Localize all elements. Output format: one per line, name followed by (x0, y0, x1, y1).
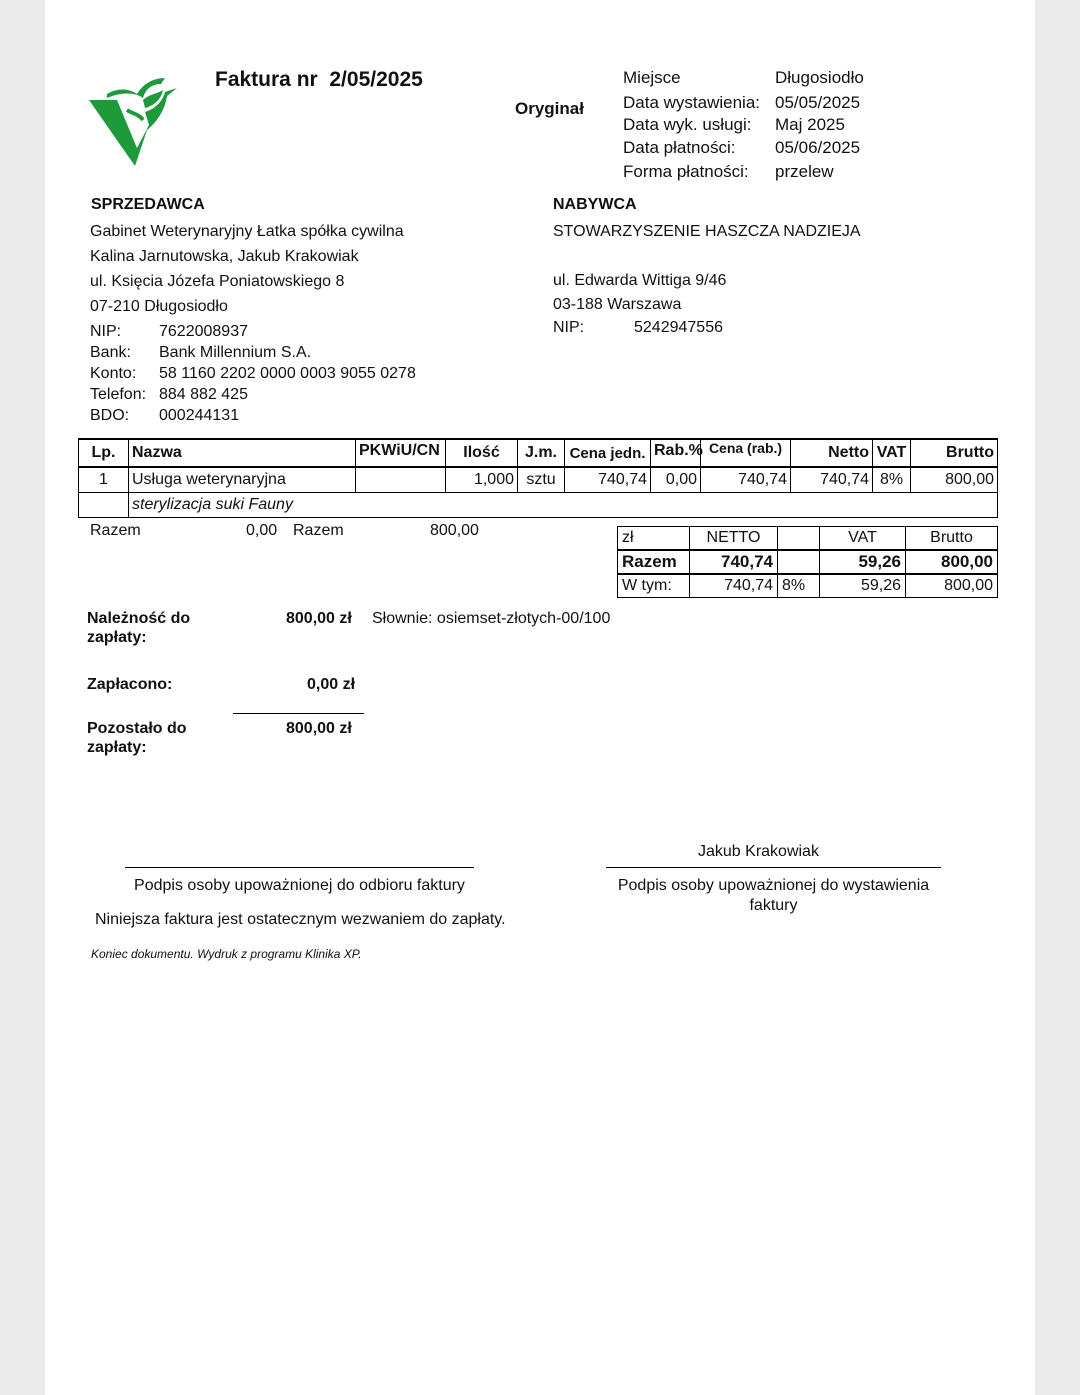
due-label-1: Należność do (87, 610, 191, 627)
summary-total-brutto: 800,00 (906, 550, 998, 574)
invoice-page (45, 0, 1035, 1395)
cell-ilosc: 1,000 (446, 467, 518, 493)
summary-total-label: Razem (618, 550, 690, 574)
seller-name: Gabinet Weterynaryjny Łatka spółka cywilna (90, 223, 404, 240)
col-header: Rab.% (651, 439, 701, 467)
receiver-signature-caption: Podpis osoby upoważnionej do odbioru faktury (134, 877, 465, 894)
summary-total-rate (778, 550, 820, 574)
col-header: Ilość (446, 439, 518, 467)
summary-header-row (618, 527, 998, 551)
summary-header: NETTO (690, 527, 778, 551)
col-header: Cena jedn. (565, 439, 651, 467)
due-label-2: zapłaty: (87, 629, 147, 646)
summary-total-netto: 740,74 (690, 550, 778, 574)
copy-type: Oryginał (515, 99, 584, 118)
meta-value: 05/06/2025 (775, 138, 861, 157)
col-header: Nazwa (129, 439, 356, 467)
seller-field-label: Konto: (90, 365, 137, 382)
amount-in-words: Słownie: osiemset-złotych-00/100 (372, 610, 611, 627)
cell-netto: 740,74 (791, 467, 873, 493)
meta-label: Data płatności: (623, 138, 736, 157)
seller-street: ul. Księcia Józefa Poniatowskiego 8 (90, 273, 345, 290)
summary-header: VAT (820, 527, 906, 551)
cell-nazwa: Usługa weterynaryjna (129, 467, 356, 493)
seller-city: 07-210 Długosiodło (90, 298, 228, 315)
receiver-signature-line (125, 867, 474, 868)
col-header: PKWiU/CN (356, 439, 446, 467)
summary-breakdown-vat: 59,26 (820, 574, 906, 598)
col-header: VAT (873, 439, 911, 467)
col-header: J.m. (518, 439, 565, 467)
col-header: Lp. (79, 439, 129, 467)
meta-label: Data wyk. usługi: (623, 115, 752, 134)
table-note-row (79, 493, 998, 518)
issuer-signature-line (606, 867, 941, 868)
seller-field-label: Telefon: (90, 386, 147, 403)
col-header: Netto (791, 439, 873, 467)
subtotal-value: 800,00 (430, 522, 479, 539)
seller-field-label: BDO: (90, 407, 130, 424)
cell-rabat: 0,00 (651, 467, 701, 493)
seller-field-value: 58 1160 2202 0000 0003 9055 0278 (159, 365, 416, 382)
meta-value: Długosiodło (775, 68, 864, 87)
buyer-name: STOWARZYSZENIE HASZCZA NADZIEJA (553, 223, 861, 240)
subtotal-value: 0,00 (246, 522, 278, 539)
vat-summary-table (617, 526, 998, 598)
title-prefix: Faktura nr (215, 68, 318, 91)
summary-header: zł (618, 527, 690, 551)
remaining-label-2: zapłaty: (87, 739, 147, 756)
subtotal-label: Razem (90, 522, 141, 539)
seller-field-value: 000244131 (159, 407, 240, 424)
invoice-title (215, 68, 423, 92)
seller-heading: SPRZEDAWCA (91, 196, 205, 213)
paid-value: 0,00 zł (307, 676, 356, 693)
seller-field-value: 884 882 425 (159, 386, 248, 403)
issuer-name: Jakub Krakowiak (698, 843, 819, 860)
buyer-street: ul. Edwarda Wittiga 9/46 (553, 272, 727, 289)
meta-value: przelew (775, 162, 834, 181)
meta-value: 05/05/2025 (775, 93, 861, 112)
summary-breakdown-brutto: 800,00 (906, 574, 998, 598)
cell-vat: 8% (873, 467, 911, 493)
summary-header (778, 527, 820, 551)
subtotal-label: Razem (293, 522, 344, 539)
col-header: Brutto (911, 439, 998, 467)
cell-cena-jedn: 740,74 (565, 467, 651, 493)
meta-label: Data wystawienia: (623, 93, 761, 112)
final-notice: Niniejsza faktura jest ostatecznym wezwaniem do zapłaty. (95, 911, 506, 928)
buyer-heading: NABYWCA (553, 196, 637, 213)
summary-total-row (618, 550, 998, 574)
end-note: Koniec dokumentu. Wydruk z programu Klinika XP. (91, 947, 362, 961)
remaining-label-1: Pozostało do (87, 720, 187, 737)
table-row (79, 467, 998, 493)
summary-breakdown-netto: 740,74 (690, 574, 778, 598)
summary-total-vat: 59,26 (820, 550, 906, 574)
meta-label: Miejsce (623, 68, 681, 87)
meta-value: Maj 2025 (775, 115, 845, 134)
items-header-row (79, 439, 998, 467)
summary-breakdown-label: W tym: (618, 574, 690, 598)
summary-breakdown-row (618, 574, 998, 598)
buyer-city: 03-188 Warszawa (553, 296, 682, 313)
summary-header: Brutto (906, 527, 998, 551)
seller-field-label: NIP: (90, 323, 122, 340)
item-note: sterylizacja suki Fauny (129, 493, 998, 518)
cell-cena-rab: 740,74 (701, 467, 791, 493)
cell-jm: sztu (518, 467, 565, 493)
sum-divider (233, 713, 364, 714)
seller-field-label: Bank: (90, 344, 131, 361)
cell-pkwiu (356, 467, 446, 493)
summary-breakdown-rate: 8% (778, 574, 820, 598)
paid-label: Zapłacono: (87, 676, 173, 693)
clinic-logo-icon (87, 70, 187, 170)
remaining-value: 800,00 zł (286, 720, 352, 737)
seller-field-value: Bank Millennium S.A. (159, 344, 312, 361)
col-header: Cena (rab.) (701, 439, 791, 467)
cell-lp: 1 (79, 467, 129, 493)
meta-label: Forma płatności: (623, 162, 749, 181)
buyer-nip-label: NIP: (553, 319, 585, 336)
seller-owners: Kalina Jarnutowska, Jakub Krakowiak (90, 248, 359, 265)
issuer-signature-caption: Podpis osoby upoważnionej do wystawienia faktury (617, 877, 930, 914)
items-table (78, 438, 998, 518)
seller-field-value: 7622008937 (159, 323, 248, 340)
due-value: 800,00 zł (286, 610, 352, 627)
cell-brutto: 800,00 (911, 467, 998, 493)
buyer-nip-value: 5242947556 (634, 319, 723, 336)
invoice-number: 2/05/2025 (329, 68, 423, 91)
